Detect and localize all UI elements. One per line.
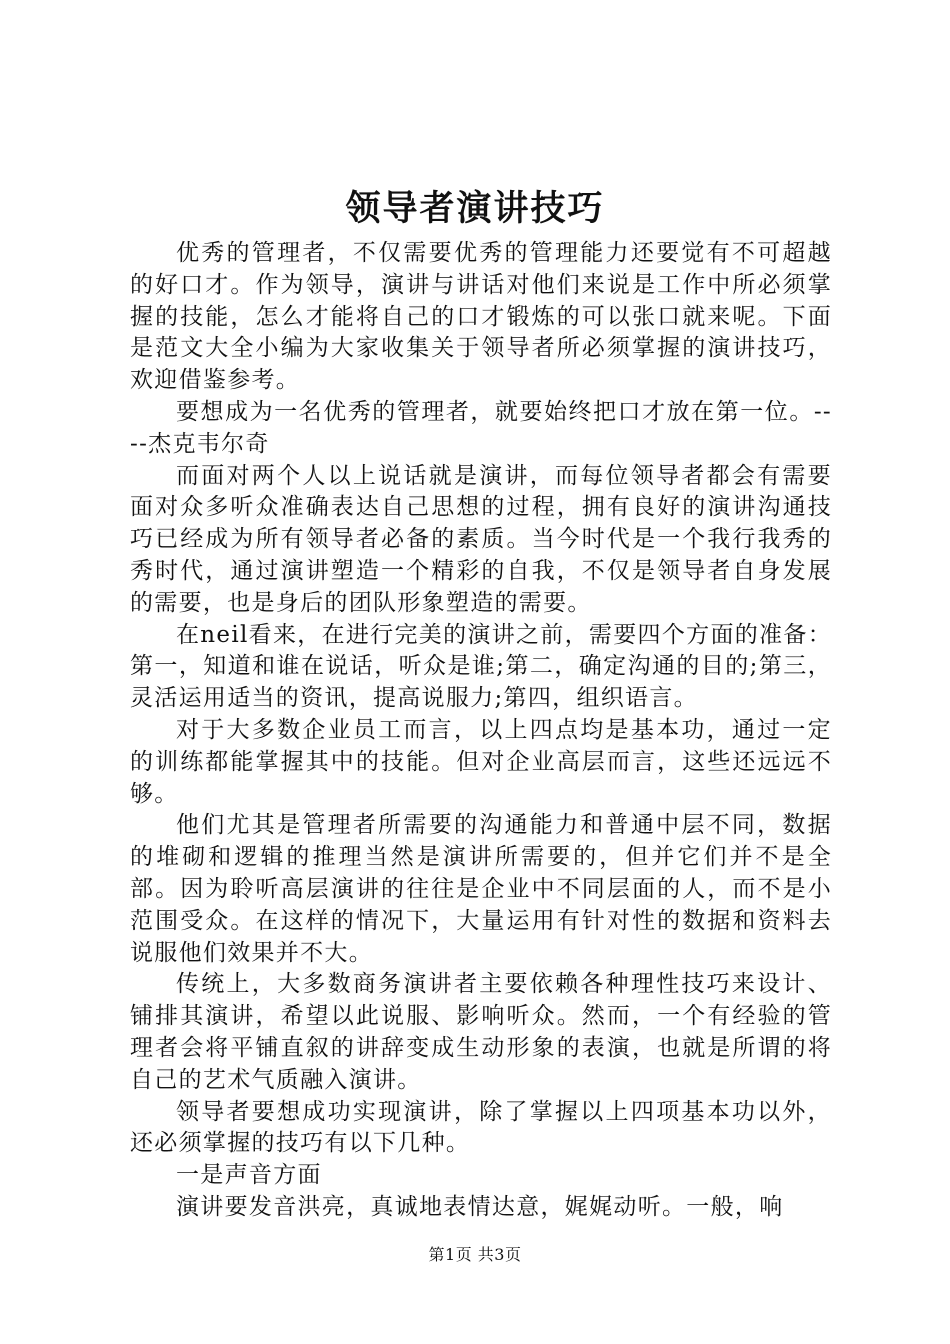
paragraph-traditional-approach: 传统上，大多数商务演讲者主要依赖各种理性技巧来设计、铺排其演讲，希望以此说服、影响听众。然而，一个有经验的管理者会将平铺直叙的讲辞变成生动形象的表演，也就是所谓的将自己的艺术气质融入演讲。 <box>130 971 832 1093</box>
paragraph-speech-definition: 而面对两个人以上说话就是演讲，而每位领导者都会有需要面对众多听众准确表达自己思想的过程，拥有良好的演讲沟通技巧已经成为所有领导者必备的素质。当今时代是一个我行我秀的秀时代，通过演讲塑造一个精彩的自我，不仅是领导者自身发展的需要，也是身后的团队形象塑造的需要。 <box>130 462 832 616</box>
paragraph-intro: 优秀的管理者，不仅需要优秀的管理能力还要觉有不可超越的好口才。作为领导，演讲与讲话对他们来说是工作中所必须掌握的技能，怎么才能将自己的口才锻炼的可以张口就来呢。下面是范文大全小编为大家收集关于领导者所必须掌握的演讲技巧，欢迎借鉴参考。 <box>130 240 832 394</box>
paragraph-quote: 要想成为一名优秀的管理者，就要始终把口才放在第一位。----杰克韦尔奇 <box>130 398 832 457</box>
page-footer: 第1页 共3页 <box>428 1245 522 1264</box>
document-body <box>130 238 832 1224</box>
paragraph-managers-needs: 他们尤其是管理者所需要的沟通能力和普通中层不同，数据的堆砌和逻辑的推理当然是演讲所需要的，但并它们并不是全部。因为聆听高层演讲的往往是企业中不同层面的人，而不是小范围受众。在这样的情况下，大量运用有针对性的数据和资料去说服他们效果并不大。 <box>130 812 832 966</box>
paragraph-voice: 演讲要发音洪亮，真诚地表情达意，娓娓动听。一般，响 <box>176 1193 784 1220</box>
paragraph-basic-skills: 对于大多数企业员工而言，以上四点均是基本功，通过一定的训练都能掌握其中的技能。但对企业高层而言，这些还远远不够。 <box>130 716 832 807</box>
paragraph-four-preparations: 在neil看来，在进行完美的演讲之前，需要四个方面的准备：第一，知道和谁在说话，听众是谁;第二，确定沟通的目的;第三，灵活运用适当的资讯，提高说服力;第四，组织语言。 <box>130 621 832 712</box>
document-title: 领导者演讲技巧 <box>345 188 605 229</box>
section-heading-voice: 一是声音方面 <box>176 1162 322 1189</box>
paragraph-techniques-intro: 领导者要想成功实现演讲，除了掌握以上四项基本功以外，还必须掌握的技巧有以下几种。 <box>130 1098 832 1157</box>
